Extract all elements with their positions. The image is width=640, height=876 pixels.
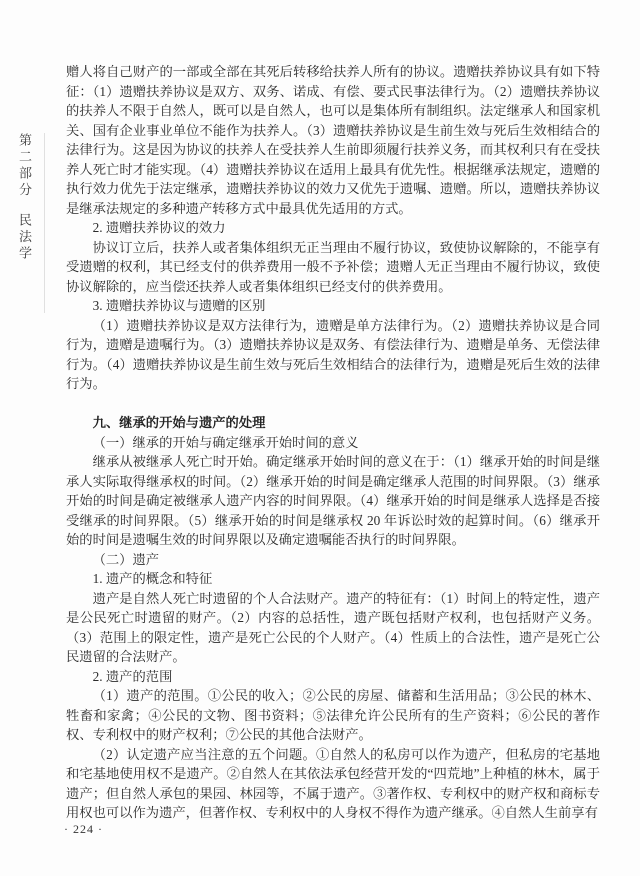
paragraph-continuation: 赠人将自己财产的一部或全部在其死后转移给扶养人所有的协议。遗赠扶养协议具有如下特征：（1）遗赠扶养协议是双方、双务、诺成、有偿、要式民事法律行为。（2）遗赠扶养协议的扶养人不限于自然人，既可以是自然人，也可以是集体所有制组织。法定继承人和国家机关、国有企业事业单位不能作为扶养人。（3）遗赠扶养协议是生前生效与死后生效相结合的法律行为。这是因为协议的扶养人在受扶养人生前即须履行扶养义务，而其权利只有在受扶养人死亡时才能实现。（4）遗赠扶养协议在适用上最具有优先性。根据继承法规定，遗赠的执行效力优先于法定继承，遗赠扶养协议的效力又优先于遗嘱、遗赠。所以，遗赠扶养协议是继承法规定的多种遗产转移方式中最具优先适用的方式。 (66, 64, 600, 216)
paragraph: 继承从被继承人死亡时开始。确定继承开始时间的意义在于：（1）继承开始的时间是继承人实际取得继承权的时间。（2）继承开始的时间是确定继承人范围的时间界限。（3）继承开始的时间是确定被继承人遗产内容的时间界限。（4）继承开始的时间是继承人选择是否接受继承的时间界限。（5）继承开始的时间是继承权 20 年诉讼时效的起算时间。（6）继承开始的时间是遗嘱生效的时间界限以及确定遗嘱能否执行的时间界限。 (66, 454, 600, 547)
sidebar-subject-label: 民法学 (17, 213, 32, 263)
paragraph: 遗产是自然人死亡时遗留的个人合法财产。遗产的特征有：（1）时间上的特定性，遗产是公民死亡时遗留的财产。（2）内容的总括性，遗产既包括财产权利，也包括财产义务。（3）范围上的限定性，遗产是死亡公民的个人财产。（4）性质上的合法性，遗产是死亡公民遗留的合法财产。 (66, 590, 600, 664)
page-number: · 224 · (64, 822, 103, 836)
sidebar-edition-label (15, 133, 34, 263)
subheading-effect: 2. 遗赠扶养协议的效力 (92, 220, 226, 235)
paragraph: 协议订立后，扶养人或者集体组织无正当理由不履行协议，致使协议解除的，不能享有受遗赠的权利，其已经支付的供养费用一般不予补偿；遗赠人无正当理由不履行协议，致使协议解除的，应当偿还扶养人或者集体组织已经支付的供养费用。 (66, 239, 600, 294)
subheading-scope: 2. 遗产的范围 (92, 668, 173, 684)
section-heading: 九、继承的开始与遗产的处理 (92, 415, 266, 430)
subheading-concept: 1. 遗产的概念和特征 (92, 571, 213, 586)
subsection-heading: （二）遗产 (92, 551, 160, 567)
subheading-difference: 3. 遗赠扶养协议与遗赠的区别 (92, 298, 266, 313)
sidebar-rule-line (44, 133, 45, 313)
subsection-heading: （一）继承的开始与确定继承开始时间的意义 (92, 434, 359, 450)
body-text-column (66, 62, 600, 823)
paragraph: （1）遗赠扶养协议是双方法律行为，遗赠是单方法律行为。（2）遗赠扶养协议是合同行为，遗赠是遗嘱行为。（3）遗赠扶养协议是双务、有偿法律行为、遗赠是单务、无偿法律行为。（4）遗赠扶养协议是生前生效与死后生效相结合的法律行为，遗赠是死后生效的法律行为。 (66, 317, 600, 391)
paragraph: （1）遗产的范围。①公民的收入；②公民的房屋、储蓄和生活用品；③公民的林木、牲畜和家禽；④公民的文物、图书资料；⑤法律允许公民所有的生产资料；⑥公民的著作权、专利权中的财产权利；⑦公民的其他合法财产。 (66, 688, 600, 742)
paragraph: （2）认定遗产应当注意的五个问题。①自然人的私房可以作为遗产，但私房的宅基地和宅基地使用权不是遗产。②自然人在其依法承包经营开发的“四荒地”上种植的林木，属于遗产；但自然人承包的果园、林园等，不属于遗产。③著作权、专利权中的财产权和商标专用权也可以作为遗产，但著作权、专利权中的人身权不得作为遗产继承。④自然人生前享有 (66, 746, 600, 820)
sidebar-part-label: 第二部分 (17, 133, 32, 199)
